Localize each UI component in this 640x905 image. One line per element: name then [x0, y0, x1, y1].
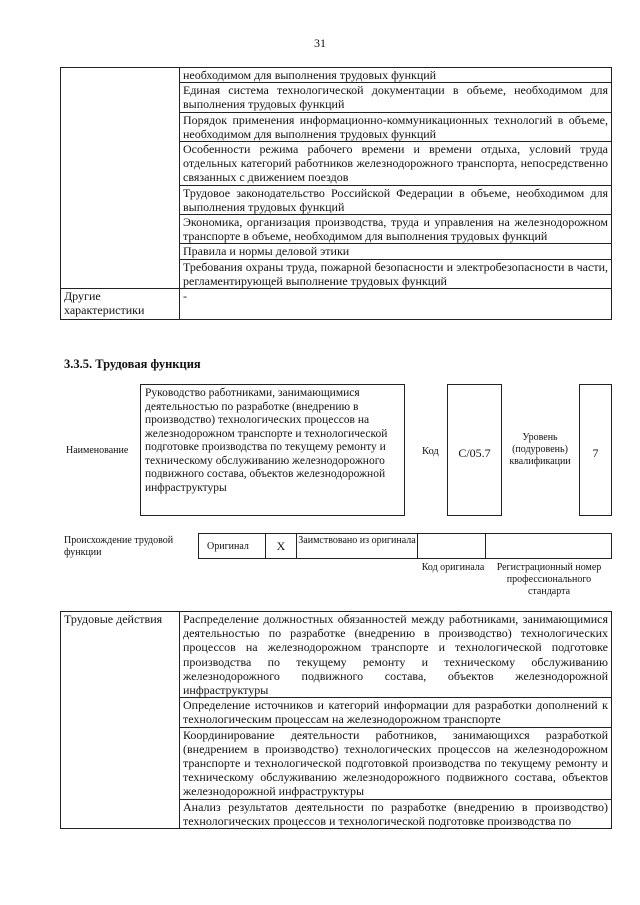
table-row: Единая система технологической документации в объеме, необходимом для выполнения трудовых функций	[180, 83, 612, 112]
table-row: Трудовое законодательство Российской Федерации в объеме, необходимом для выполнения трудовых функций	[180, 185, 612, 214]
code-value: C/05.7	[447, 384, 502, 516]
level-label: Уровень (подуровень) квалификации	[509, 432, 571, 467]
origin-label: Происхождение трудовой функции	[64, 535, 174, 558]
code-caption: Код оригинала	[421, 562, 485, 573]
original-mark: X	[265, 533, 297, 559]
original-label: Оригинал	[198, 533, 266, 559]
borrowed-label: Заимствовано из оригинала	[296, 533, 418, 559]
function-name-value: Руководство работниками, занимающимися деятельностью по разработке (внедрению в производство) технологических процессов на железнодорожном транспорте и технологической подготовке производства по текущему ремонту и техническому обслуживанию железнодорожного подвижного состава, объектов железнодорожной инфраструктуры	[140, 384, 405, 516]
code-label: Код	[422, 446, 439, 457]
original-code-cell	[417, 533, 486, 559]
labor-actions-label: Трудовые действия	[61, 612, 180, 829]
section-title: 3.3.5. Трудовая функция	[64, 357, 201, 371]
level-value: 7	[579, 384, 612, 516]
reg-number-cell	[485, 533, 612, 559]
table-row: Координирование деятельности работников, занимающихся разработкой (внедрением в производство) технологических процессов на железнодорожном транспорте и технологической подготовкой производства по текущему ремонту и техническому обслуживанию железнодорожного подвижного состава, объектов железнодорожной инфраструктуры	[180, 727, 612, 799]
table-row: необходимом для выполнения трудовых функций	[180, 68, 612, 83]
other-characteristics-label: Другие характеристики	[61, 289, 180, 320]
table-row: Порядок применения информационно-коммуникационных технологий в объеме, необходимом для выполнения трудовых функций	[180, 112, 612, 141]
table-row: Правила и нормы деловой этики	[180, 244, 612, 259]
table-row: Особенности режима рабочего времени и времени отдыха, условий труда отдельных категорий работников железнодорожного транспорта, непосредственно связанных с движением поездов	[180, 142, 612, 186]
labor-actions-table	[60, 611, 612, 829]
table-row: Экономика, организация производства, труда и управления на железнодорожном транспорте в объеме, необходимом для выполнения трудовых функций	[180, 215, 612, 244]
table-row: Распределение должностных обязанностей между работниками, занимающимися деятельностью по разработке (внедрению в производство) технологических процессов на железнодорожном транспорте и технологической подготовке производства по текущему ремонту и техническому обслуживанию железнодорожного подвижного состава, объектов железнодорожной инфраструктуры	[180, 612, 612, 698]
table-row: Анализ результатов деятельности по разработке (внедрению в производство) технологических процессов и технологической подготовке производства по	[180, 799, 612, 828]
knowledge-table	[60, 67, 612, 320]
name-label: Наименование	[66, 445, 129, 456]
reg-caption: Регистрационный номер профессионального стандарта	[496, 562, 602, 597]
table-label-cell	[61, 68, 180, 289]
page-number: 31	[314, 36, 326, 50]
table-row: Требования охраны труда, пожарной безопасности и электробезопасности в части, регламентирующей выполнение трудовых функций	[180, 259, 612, 288]
other-characteristics-value: -	[180, 289, 612, 320]
table-row: Определение источников и категорий информации для разработки дополнений к технологическим процессам на железнодорожном транспорте	[180, 698, 612, 727]
